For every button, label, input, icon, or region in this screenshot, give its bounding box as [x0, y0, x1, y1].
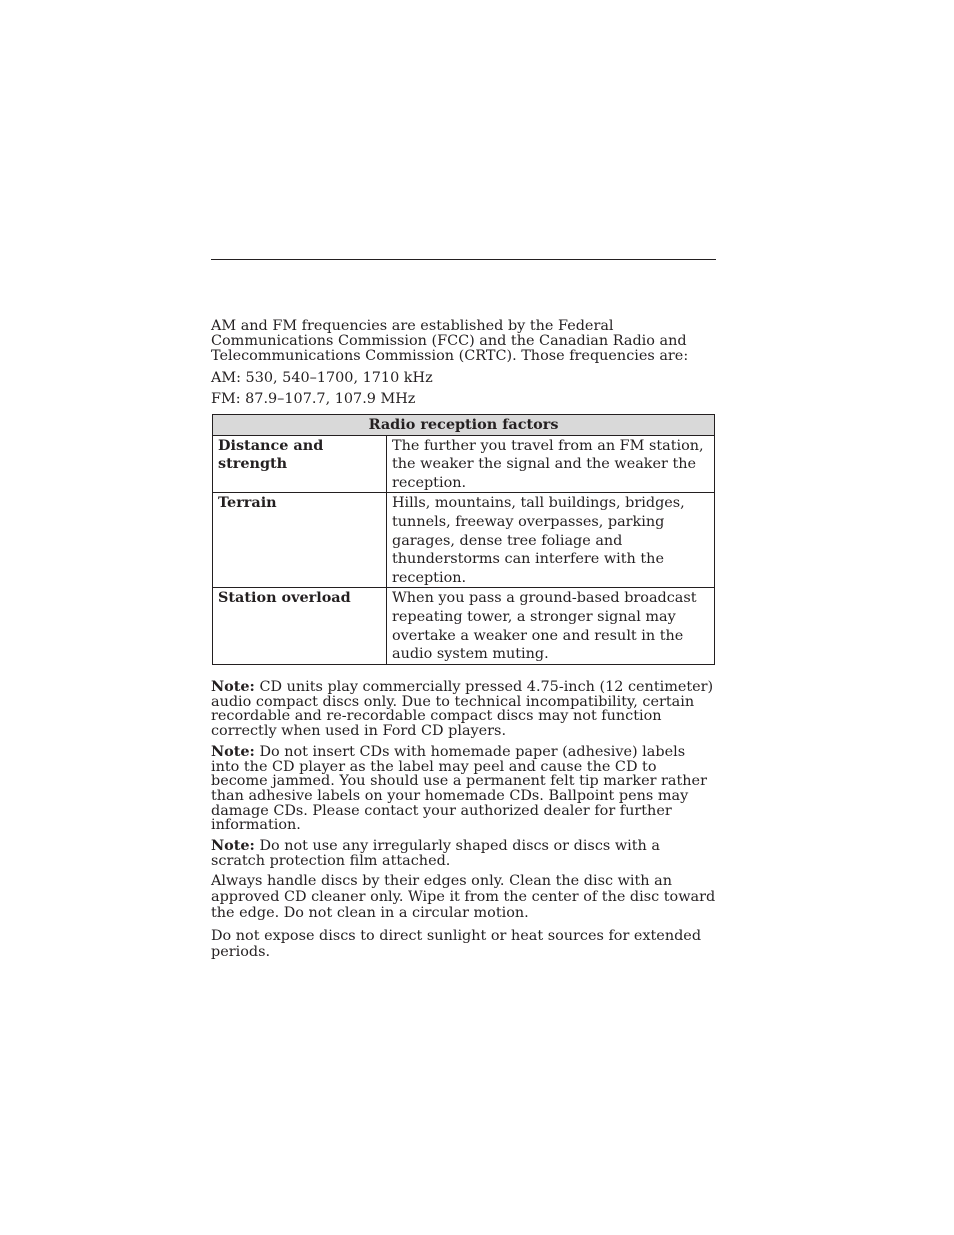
header-rule	[211, 259, 716, 260]
note-text: Do not insert CDs with homemade paper (adhesive) labels into the CD player as the label may peel and cause the CD to become jammed. You should use a permanent felt tip marker rather than adhesive labels on your homemade CDs. Ballpoint pens may damage CDs. Please contact your authorized dealer for further information.	[211, 743, 707, 834]
note-label: Note:	[211, 837, 255, 855]
note-label: Note:	[211, 678, 255, 695]
factor-description: When you pass a ground-based broadcast repeating tower, a stronger signal may overtake a weaker one and result in the audio system muting.	[387, 588, 715, 664]
factor-label: Station overload	[213, 588, 387, 664]
disc-handling-paragraph: Always handle discs by their edges only. Clean the disc with an approved CD cleaner only. Wipe it from the center of the disc toward the edge. Do not clean in a circular motion.	[211, 873, 716, 922]
note-text: CD units play commercially pressed 4.75-inch (12 centimeter) audio compact discs only. Due to technical incompatibility, certain recordable and re-recordable compact discs may not function correctly when used in Ford CD players.	[211, 679, 714, 740]
factor-label: Terrain	[213, 493, 387, 588]
note-paragraph	[211, 839, 716, 868]
table-title: Radio reception factors	[213, 415, 715, 436]
note-paragraph	[211, 742, 716, 834]
table-header-row	[213, 415, 715, 436]
intro-section	[211, 319, 716, 407]
am-frequencies: AM: 530, 540–1700, 1710 kHz	[211, 369, 433, 386]
disc-storage-paragraph: Do not expose discs to direct sunlight or heat sources for extended periods.	[211, 927, 702, 960]
fm-frequencies: FM: 87.9–107.7, 107.9 MHz	[211, 390, 416, 407]
radio-reception-table	[212, 414, 715, 665]
factor-description: The further you travel from an FM station, the weaker the signal and the weaker the reception.	[387, 435, 715, 493]
factor-description: Hills, mountains, tall buildings, bridges, tunnels, freeway overpasses, parking garages, dense tree foliage and thunderstorms can interfere with the reception.	[387, 493, 715, 588]
factor-label: Distance and strength	[213, 435, 387, 493]
note-text: Do not use any irregularly shaped discs or discs with a scratch protection film attached.	[211, 838, 660, 869]
table-row	[213, 493, 715, 588]
note-label: Note:	[211, 742, 255, 760]
table-row	[213, 435, 715, 493]
table-row	[213, 588, 715, 664]
note-paragraph	[211, 680, 716, 739]
cd-notes-section	[211, 680, 716, 967]
intro-paragraph: AM and FM frequencies are established by the Federal Communications Commission (FCC) and the Canadian Radio and Telecommunications Commission (CRTC). Those frequencies are:	[211, 318, 689, 365]
